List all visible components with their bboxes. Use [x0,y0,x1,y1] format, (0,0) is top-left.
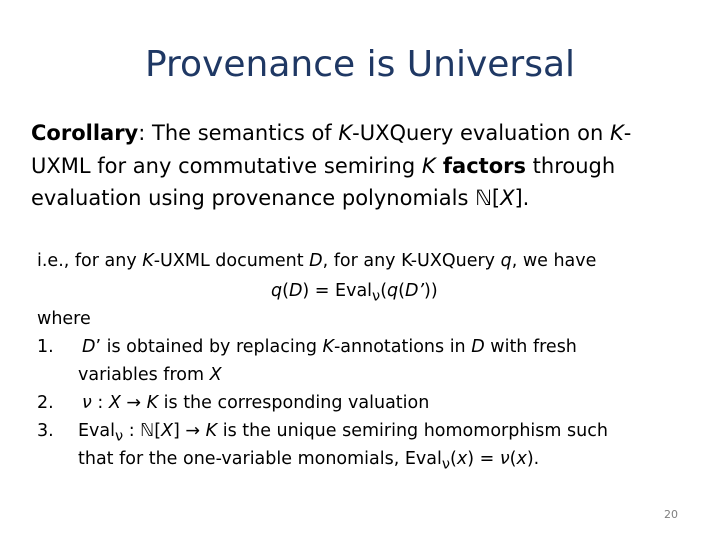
text: )) [424,281,438,301]
text: ) = [467,449,500,469]
list-item-1-number: 1. [37,337,54,357]
math-nu: ν [372,287,381,305]
list-item-1-line-1 [82,333,577,361]
math-q: q [271,281,283,301]
text: -UXML document [153,251,310,271]
text: that for the one-variable monomials, Eval [78,449,442,469]
text: -UXQuery evaluation on [352,121,610,145]
math-q: q [387,281,399,301]
text: : The semantics of [138,121,339,145]
math-k: K [146,393,159,413]
text: ( [282,281,289,301]
list-item-2-line-1 [82,389,429,417]
text: ( [398,281,405,301]
text: UXML for any commutative semiring [31,154,422,178]
text: through [526,154,616,178]
corollary-line-2 [31,151,615,181]
equation [271,277,438,311]
text: is the corresponding valuation [158,393,430,413]
text: : [91,393,109,413]
math-x: X [108,393,121,413]
corollary-line-3 [31,183,529,213]
text: ( [450,449,457,469]
math-x: X [500,186,515,210]
where-label: where [37,309,91,329]
text: ( [380,281,388,301]
text: ). [526,449,540,469]
factors-bold: factors [435,154,526,178]
list-item-3-number: 3. [37,421,54,441]
text: ]. [514,186,530,210]
math-d: D [309,251,323,271]
text: : ℕ[ [123,421,162,441]
text: ] → [173,421,206,441]
arrow-icon: → [120,393,147,413]
text: Eval [78,421,115,441]
math-nu: ν [115,427,124,445]
text: i.e., for any [37,251,143,271]
math-x: X [161,421,174,441]
text: variables from [78,365,210,385]
text: , for any K-UXQuery [322,251,501,271]
math-d: D [471,337,485,357]
text: -annotations in [333,337,472,357]
math-k: K [609,121,624,145]
list-item-3-line-2 [78,445,539,479]
corollary-label: Corollary [31,121,139,145]
text: is the unique semiring homomorphism such [217,421,608,441]
math-nu: ν [82,393,92,413]
math-k: K [338,121,353,145]
math-k: K [205,421,218,441]
page-number: 20 [664,508,678,521]
slide-title: Provenance is Universal [144,44,576,85]
math-q: q [500,251,512,271]
list-item-2-number: 2. [37,393,54,413]
text: - [623,121,632,145]
ie-line [37,247,596,275]
math-x: x [456,449,468,469]
math-k: K [142,251,154,271]
text: with fresh [484,337,577,357]
math-x: x [516,449,527,469]
corollary-line-1 [31,118,631,148]
text: , we have [511,251,597,271]
text: evaluation using provenance polynomials ℕ[ [31,186,501,210]
math-d: D [82,337,96,357]
list-item-1-line-2 [78,361,222,389]
text: ’ is obtained by replacing [95,337,323,357]
math-dprime: D’ [404,281,425,301]
text: ) = Eval [302,281,373,301]
math-x: X [209,365,222,385]
math-k: K [322,337,334,357]
math-d: D [288,281,303,301]
text: ( [509,449,517,469]
math-nu: ν [499,449,510,469]
math-nu: ν [441,455,451,473]
math-k: K [421,154,436,178]
